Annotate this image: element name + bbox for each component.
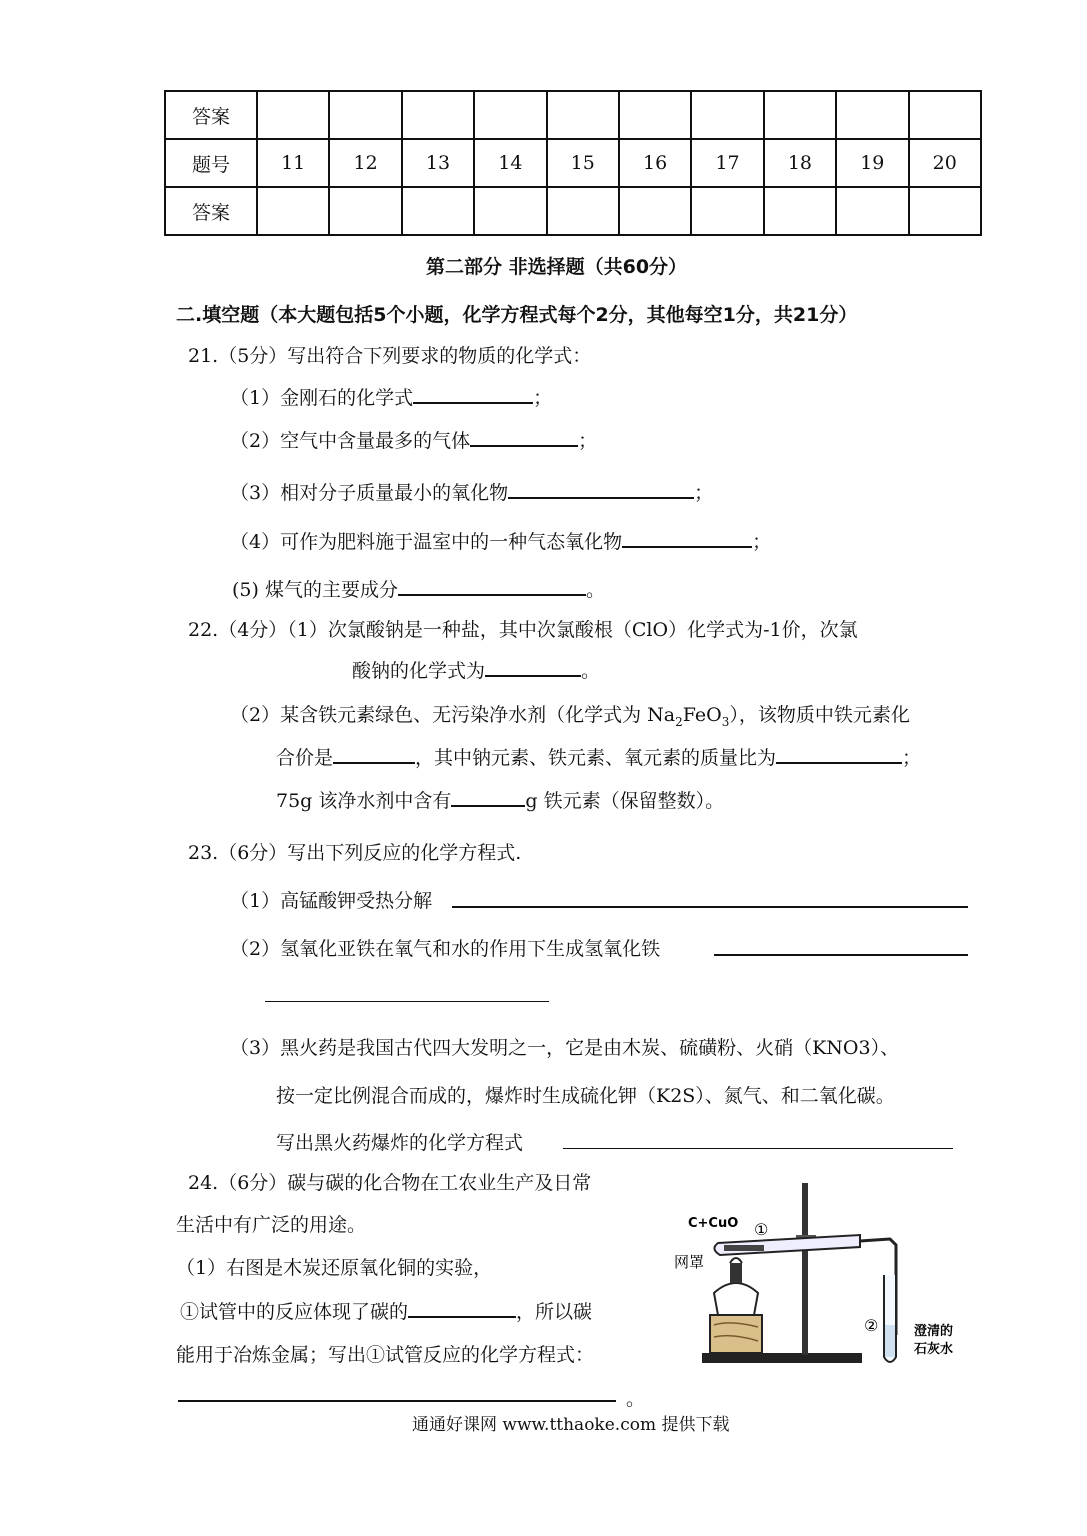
q21-item-1 bbox=[230, 383, 552, 410]
punct: ； bbox=[578, 430, 598, 452]
alcohol-lamp-icon bbox=[714, 1283, 758, 1315]
label-tube-2: ② bbox=[864, 1316, 879, 1335]
q22-line-3 bbox=[230, 700, 910, 729]
question-number-cell: 11 bbox=[257, 139, 329, 187]
answer-blank[interactable] bbox=[776, 744, 902, 764]
answer-blank[interactable] bbox=[333, 744, 415, 764]
stand-rod bbox=[802, 1183, 808, 1355]
q24-line-4-text-a: ①试管中的反应体现了碳的 bbox=[180, 1301, 409, 1323]
wooden-block-icon bbox=[710, 1315, 762, 1353]
q22-line-4-text-b: ，其中钠元素、铁元素、氧元素的质量比为 bbox=[415, 747, 777, 769]
answer-cell bbox=[619, 187, 691, 235]
question-number-cell: 19 bbox=[836, 139, 908, 187]
answer-line[interactable] bbox=[265, 1001, 549, 1002]
answer-blank[interactable] bbox=[451, 787, 525, 807]
section-title: 二.填空题（本大题包括5个小题，化学方程式每个2分，其他每空1分，共21分） bbox=[176, 304, 858, 326]
answer-cell bbox=[474, 187, 546, 235]
question-number-cell: 15 bbox=[547, 139, 619, 187]
answer-cell bbox=[764, 187, 836, 235]
stand-base bbox=[702, 1353, 862, 1363]
q24-line-2: 生活中有广泛的用途。 bbox=[176, 1214, 367, 1236]
q21-item-4-text: （4）可作为肥料施于温室中的一种气态氧化物 bbox=[230, 531, 623, 553]
answer-blank[interactable] bbox=[398, 576, 586, 596]
row-label: 题号 bbox=[165, 139, 257, 187]
q24-line-4 bbox=[180, 1297, 592, 1324]
punct: 。 bbox=[585, 579, 605, 601]
punct: ； bbox=[902, 747, 922, 769]
answer-cell bbox=[909, 91, 981, 139]
answer-line[interactable] bbox=[563, 1148, 953, 1149]
q21-item-5-text: (5) 煤气的主要成分 bbox=[232, 579, 398, 601]
label-c-cuo: C+CuO bbox=[688, 1216, 739, 1231]
punct: 。 bbox=[626, 1388, 646, 1410]
answer-table bbox=[164, 90, 982, 236]
answer-line[interactable] bbox=[452, 906, 968, 908]
label-limewater-2: 石灰水 bbox=[914, 1342, 954, 1357]
answer-blank[interactable] bbox=[485, 657, 581, 677]
question-number-cell: 13 bbox=[402, 139, 474, 187]
answer-cell bbox=[619, 91, 691, 139]
table-row bbox=[165, 91, 981, 139]
q21-item-3 bbox=[230, 478, 713, 505]
q21-item-3-text: （3）相对分子质量最小的氧化物 bbox=[230, 482, 509, 504]
question-number-cell: 17 bbox=[691, 139, 763, 187]
row-label: 答案 bbox=[165, 187, 257, 235]
q22-line-5-text-a: 75g 该净水剂中含有 bbox=[276, 790, 452, 812]
answer-cell bbox=[836, 91, 908, 139]
reactant-powder bbox=[724, 1245, 764, 1251]
q22-line-4 bbox=[276, 743, 921, 770]
answer-cell bbox=[691, 91, 763, 139]
label-net-cover: 网罩 bbox=[674, 1253, 705, 1271]
part-title: 第二部分 非选择题（共60分） bbox=[426, 256, 688, 278]
q21-item-2-text: （2）空气中含量最多的气体 bbox=[230, 430, 471, 452]
answer-blank[interactable] bbox=[408, 1298, 516, 1318]
q23-item-1: （1）高锰酸钾受热分解 bbox=[230, 890, 433, 912]
q22-line-3-text-a: （2）某含铁元素绿色、无污染净水剂（化学式为 Na bbox=[230, 704, 676, 726]
q22-line-5 bbox=[276, 786, 724, 813]
answer-line[interactable] bbox=[714, 954, 968, 956]
answer-cell bbox=[547, 91, 619, 139]
answer-cell bbox=[547, 187, 619, 235]
footer-credit: 通通好课网 www.tthaoke.com 提供下载 bbox=[412, 1415, 730, 1435]
q24-line-3: （1）右图是木炭还原氧化铜的实验， bbox=[176, 1257, 493, 1279]
q21-stem: 21.（5分）写出符合下列要求的物质的化学式： bbox=[188, 345, 592, 367]
table-row bbox=[165, 187, 981, 235]
q23-stem: 23.（6分）写出下列反应的化学方程式. bbox=[188, 842, 522, 864]
limewater bbox=[885, 1325, 895, 1357]
answer-cell bbox=[257, 91, 329, 139]
question-number-cell: 18 bbox=[764, 139, 836, 187]
answer-cell bbox=[329, 187, 401, 235]
answer-blank[interactable] bbox=[470, 427, 578, 447]
answer-cell bbox=[474, 91, 546, 139]
answer-cell bbox=[764, 91, 836, 139]
question-number-cell: 12 bbox=[329, 139, 401, 187]
q22-line-1: 22.（4分）（1）次氯酸钠是一种盐，其中次氯酸根（ClO）化学式为-1价，次氯 bbox=[188, 619, 858, 641]
q21-item-5 bbox=[232, 575, 605, 602]
q23-item-2: （2）氢氧化亚铁在氧气和水的作用下生成氢氧化铁 bbox=[230, 938, 661, 960]
q22-line-3-text-b: FeO bbox=[682, 704, 722, 726]
answer-cell bbox=[836, 187, 908, 235]
q21-item-4 bbox=[230, 527, 771, 554]
q24-line-1: 24.（6分）碳与碳的化合物在工农业生产及日常 bbox=[188, 1172, 592, 1194]
answer-cell bbox=[402, 91, 474, 139]
q21-item-2 bbox=[230, 426, 597, 453]
q23-item-3-line-1: （3）黑火药是我国古代四大发明之一，它是由木炭、硫磺粉、火硝（KNO3）、 bbox=[230, 1037, 900, 1059]
answer-cell bbox=[402, 187, 474, 235]
subscript: 2 bbox=[675, 714, 683, 729]
punct: ； bbox=[752, 531, 772, 553]
row-label: 答案 bbox=[165, 91, 257, 139]
label-tube-1: ① bbox=[754, 1220, 769, 1239]
answer-cell bbox=[257, 187, 329, 235]
q23-item-3-line-2: 按一定比例混合而成的，爆炸时生成硫化钾（K2S）、氮气、和二氧化碳。 bbox=[276, 1085, 895, 1107]
net-cover-icon bbox=[730, 1263, 742, 1283]
q22-line-2 bbox=[352, 656, 600, 683]
punct: 。 bbox=[581, 660, 601, 682]
punct: ； bbox=[533, 387, 553, 409]
subscript: 3 bbox=[721, 714, 730, 729]
label-limewater-1: 澄清的 bbox=[914, 1324, 954, 1339]
q22-line-2-text: 酸钠的化学式为 bbox=[352, 660, 486, 682]
answer-cell bbox=[329, 91, 401, 139]
question-number-cell: 20 bbox=[909, 139, 981, 187]
q23-item-3-line-3: 写出黑火药爆炸的化学方程式 bbox=[276, 1132, 524, 1154]
answer-line[interactable] bbox=[178, 1400, 616, 1402]
table-row bbox=[165, 139, 981, 187]
answer-cell bbox=[909, 187, 981, 235]
q22-line-5-text-b: g 铁元素（保留整数）。 bbox=[525, 790, 725, 812]
q24-line-5: 能用于冶炼金属；写出①试管反应的化学方程式： bbox=[176, 1344, 595, 1366]
answer-blank[interactable] bbox=[622, 528, 752, 548]
q24-line-4-text-b: ，所以碳 bbox=[516, 1301, 593, 1323]
q21-item-1-text: （1）金刚石的化学式 bbox=[230, 387, 414, 409]
question-number-cell: 14 bbox=[474, 139, 546, 187]
answer-blank[interactable] bbox=[508, 479, 694, 499]
q22-line-4-text-a: 合价是 bbox=[276, 747, 334, 769]
punct: ； bbox=[694, 482, 714, 504]
answer-cell bbox=[691, 187, 763, 235]
experiment-diagram bbox=[670, 1175, 970, 1375]
answer-blank[interactable] bbox=[413, 384, 533, 404]
question-number-cell: 16 bbox=[619, 139, 691, 187]
q22-line-3-text-c: ），该物质中铁元素化 bbox=[729, 704, 910, 726]
